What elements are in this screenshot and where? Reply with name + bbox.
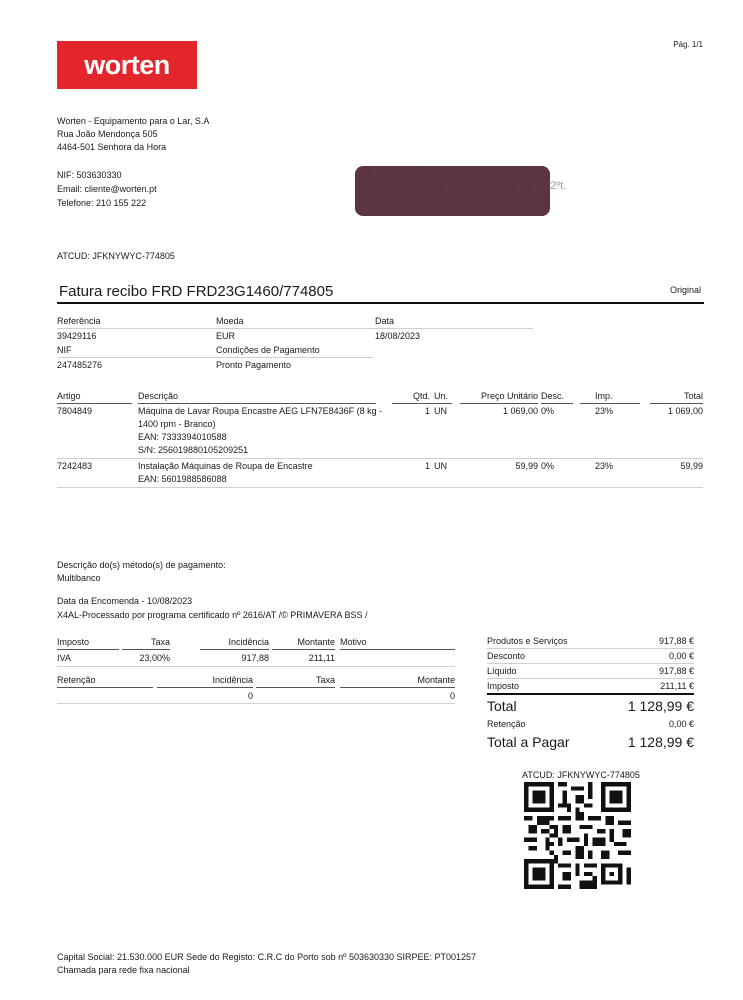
header-underline [541, 403, 573, 404]
tax-rate: 23,00% [139, 653, 170, 663]
item-unit-price: 59,99 [515, 461, 538, 471]
tax-header-underline [122, 649, 170, 650]
reference-value: 39429116 [57, 331, 97, 341]
tax-col-imposto: Imposto [57, 637, 90, 647]
order-date: Data da Encomenda - 10/08/2023 [57, 596, 193, 606]
header-underline [460, 403, 538, 404]
tax-header-underline [57, 649, 119, 650]
ret-col-montante: Montante [417, 675, 455, 685]
net-label: Líquido [487, 666, 517, 676]
date-value: 18/08/2023 [375, 331, 421, 341]
ret-header-underline [256, 687, 335, 688]
customer-city: 2975-318 Quinta Do Conde [371, 195, 506, 207]
tax-type: IVA [57, 653, 71, 663]
customer-street: Rua Bento De Jesus Caraça, Lt. 63, 2ºt. [371, 180, 567, 192]
discount-value: 0,00 € [668, 651, 694, 661]
meta-divider [57, 357, 373, 358]
totals-divider [487, 663, 694, 664]
header-underline [392, 403, 452, 404]
row-divider [57, 703, 455, 704]
footer [57, 951, 476, 977]
amount-due-label: Total a Pagar [487, 734, 570, 750]
tax-header-underline [200, 649, 269, 650]
item-serial: S/N: 256019880105209251 [138, 445, 249, 455]
col-total: Total [683, 391, 703, 401]
tax-header-underline [340, 649, 455, 650]
item-tax: 23% [595, 461, 614, 471]
tax-col-motivo: Motivo [340, 637, 367, 647]
totals-divider [487, 648, 694, 649]
row-divider [57, 458, 703, 459]
total-value: 1 128,99 € [627, 698, 694, 714]
tax-header-underline [272, 649, 335, 650]
tax-amount: 211,11 [308, 653, 335, 663]
customer-name: Vadim Trofimov [371, 165, 447, 177]
reference-label: Referência [57, 316, 101, 326]
nif-label: NIF [57, 345, 72, 355]
original-label: Original [669, 285, 701, 295]
company-name: Worten - Equipamento para o Lar, S.A [57, 116, 210, 126]
customer-address [365, 164, 575, 216]
item-total: 59,99 [680, 461, 703, 471]
header-underline [57, 403, 132, 404]
currency-label: Moeda [216, 316, 244, 326]
atcud-code-qr: ATCUD: JFKNYWYC-774805 [522, 770, 640, 780]
row-divider [57, 487, 703, 488]
ret-header-underline [157, 687, 253, 688]
retention-label: Retenção [487, 719, 526, 729]
col-qtd: Qtd. [412, 391, 430, 401]
item-description: 1400 rpm - Branco) [138, 419, 216, 429]
qr-code [524, 782, 631, 889]
company-nif: NIF: 503630330 [57, 170, 122, 180]
col-artigo: Artigo [57, 391, 81, 401]
header-underline [580, 403, 640, 404]
subtotal-label: Produtos e Serviços [487, 636, 568, 646]
payment-terms-value: Pronto Pagamento [216, 360, 292, 370]
total-label: Total [487, 698, 517, 714]
item-unit: UN [434, 406, 447, 416]
item-description: Instalação Máquinas de Roupa de Encastre [138, 461, 313, 471]
header-underline [650, 403, 703, 404]
item-code: 7242483 [57, 461, 93, 471]
tax-col-incidencia: Incidência [228, 637, 269, 647]
payment-terms-label: Condições de Pagamento [216, 345, 320, 355]
amount-due-value: 1 128,99 € [627, 734, 694, 750]
meta-divider [57, 328, 533, 329]
item-tax: 23% [595, 406, 614, 416]
company-postcode: 4464-501 Senhora da Hora [57, 142, 167, 152]
company-street: Rua João Mendonça 505 [57, 129, 158, 139]
footer-company-registry: Capital Social: 21.530.000 EUR Sede do Registo: C.R.C do Porto sob nº 503630330 SIRPEE: PT001257 [57, 952, 477, 962]
ret-col-incidencia: Incidência [212, 675, 253, 685]
item-unit-price: 1 069,00 [502, 406, 538, 416]
invoice-title: Fatura recibo FRD FRD23G1460/774805 [59, 283, 334, 300]
total-divider [487, 693, 694, 695]
tax-col-montante: Montante [297, 637, 335, 647]
tax-base: 917,88 [241, 653, 269, 663]
payment-method-label: Descrição do(s) método(s) de pagamento: [57, 560, 226, 570]
item-ean: EAN: 5601988586088 [138, 474, 227, 484]
ret-header-underline [57, 687, 153, 688]
ret-col-retencao: Retenção [57, 675, 96, 685]
atcud-code: ATCUD: JFKNYWYC-774805 [57, 251, 175, 261]
item-total: 1 069,00 [667, 406, 703, 416]
date-label: Data [375, 316, 395, 326]
item-qty: 1 [424, 406, 430, 416]
customer-nif-value: 247485276 [57, 360, 103, 370]
item-discount: 0% [541, 406, 555, 416]
col-descricao: Descrição [138, 391, 179, 401]
col-preco: Preço Unitário [480, 391, 538, 401]
header-underline [138, 403, 376, 404]
currency-value: EUR [216, 331, 236, 341]
company-email: Email: cliente@worten.pt [57, 184, 157, 194]
ret-col-taxa: Taxa [315, 675, 335, 685]
col-desc: Desc. [541, 391, 565, 401]
col-imp: Imp. [595, 391, 613, 401]
page-number: Pág. 1/1 [673, 40, 703, 49]
row-divider [57, 666, 455, 667]
subtotal-value: 917,88 € [658, 636, 694, 646]
item-discount: 0% [541, 461, 555, 471]
totals-divider [487, 678, 694, 679]
col-un: Un. [434, 391, 449, 401]
company-address [57, 115, 209, 154]
company-contacts [57, 168, 157, 210]
footer-call-note: Chamada para rede fixa nacional [57, 965, 190, 975]
discount-label: Desconto [487, 651, 526, 661]
tax-col-taxa: Taxa [150, 637, 170, 647]
ret-header-underline [340, 687, 455, 688]
tax-total-value: 211,11 € [660, 681, 694, 691]
tax-total-label: Imposto [487, 681, 520, 691]
company-phone: Telefone: 210 155 222 [57, 198, 147, 208]
item-code: 7804849 [57, 406, 93, 416]
item-unit: UN [434, 461, 447, 471]
certification-note: X4AL-Processado por programa certificado nº 2616/AT /© PRIMAVERA BSS / [57, 610, 368, 620]
retention-value: 0,00 € [668, 719, 694, 729]
net-value: 917,88 € [658, 666, 694, 676]
item-ean: EAN: 7333394010588 [138, 432, 227, 442]
payment-method-value: Multibanco [57, 573, 101, 583]
retention-amount: 0 [449, 691, 455, 701]
title-divider [57, 302, 704, 304]
item-qty: 1 [424, 461, 430, 471]
item-description: Máquina de Lavar Roupa Encastre AEG LFN7E8436F (8 kg - [138, 406, 383, 416]
worten-logo: worten [57, 41, 197, 89]
retention-base: 0 [247, 691, 253, 701]
